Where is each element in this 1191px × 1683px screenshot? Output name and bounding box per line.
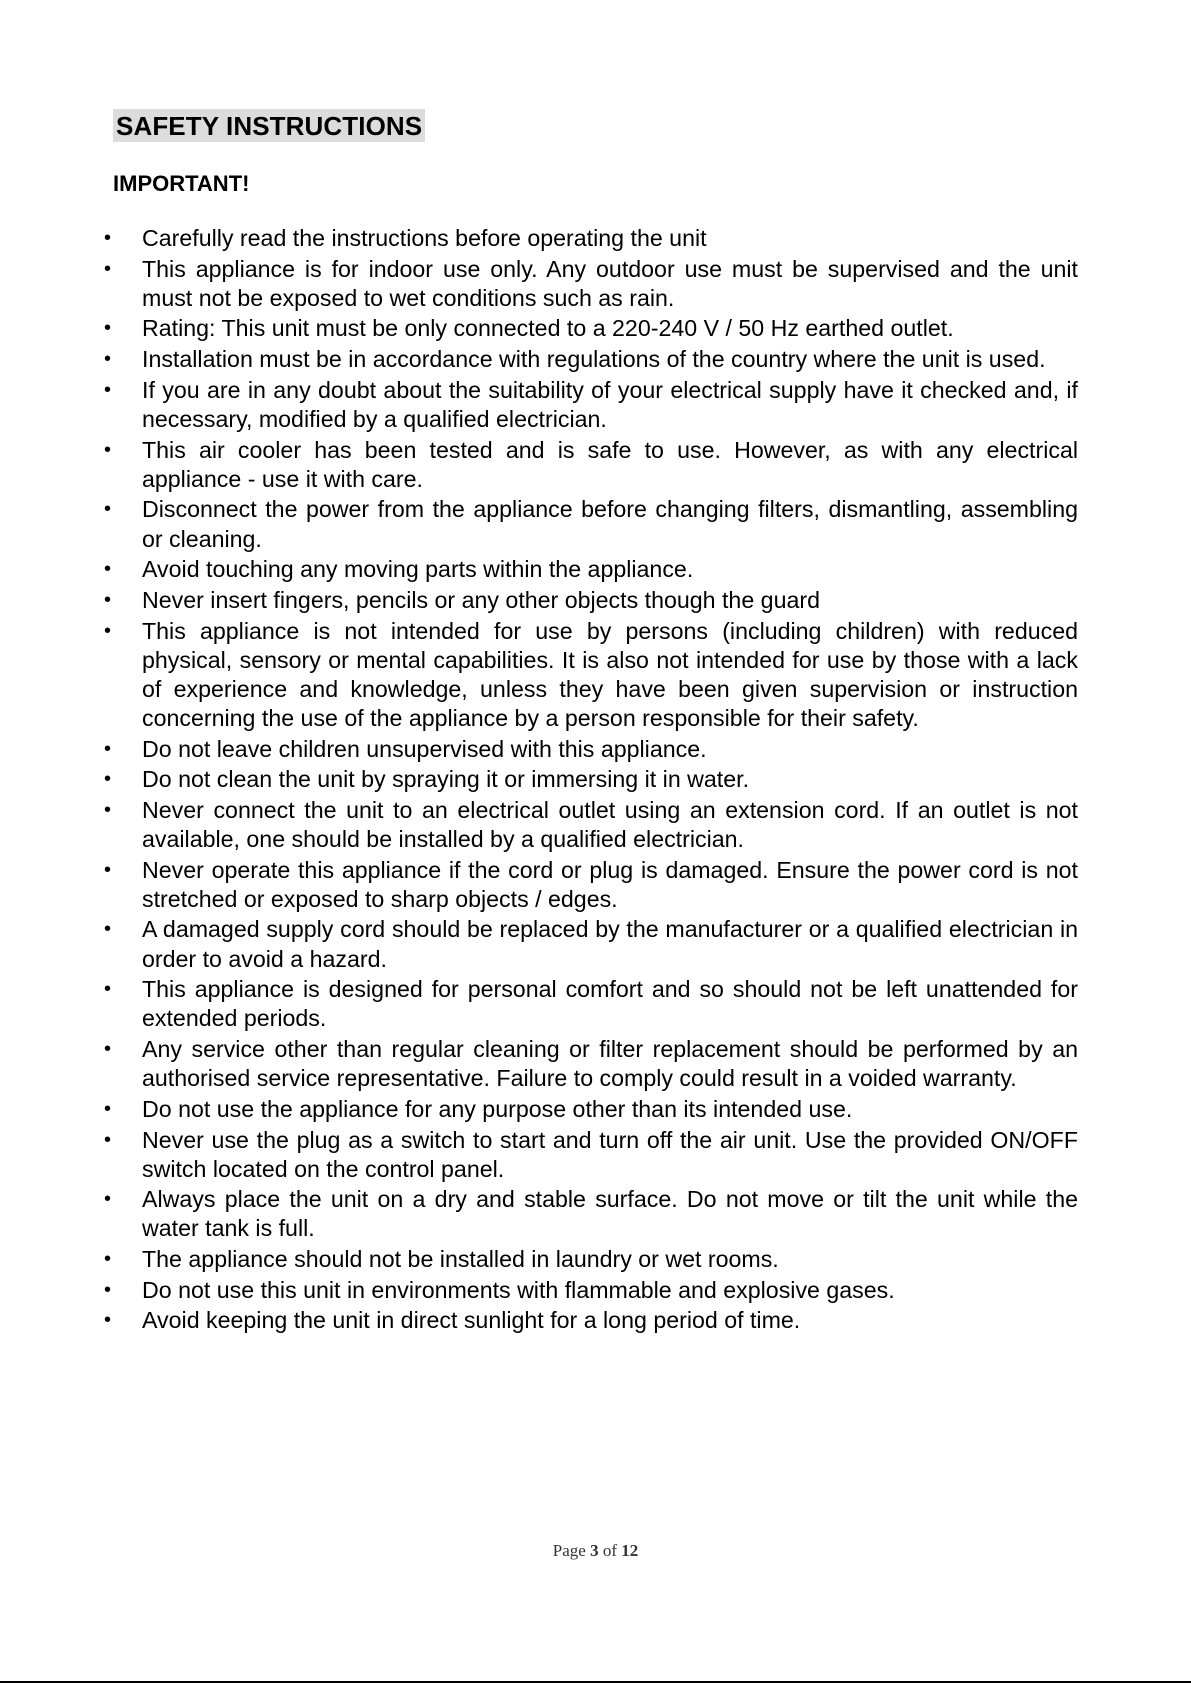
safety-instruction-item	[99, 1185, 1078, 1243]
bullet-icon: •	[104, 378, 112, 401]
safety-instruction-text: Do not use this unit in environments with flammable and explosive gases.	[142, 1276, 895, 1303]
bullet-icon: •	[104, 768, 112, 791]
safety-instruction-text: Never connect the unit to an electrical outlet using an extension cord. If an outlet is not available, one should be installed by a qualified electrician.	[142, 796, 1078, 852]
safety-instruction-text: Installation must be in accordance with regulations of the country where the unit is used.	[142, 346, 1046, 373]
bullet-icon: •	[104, 918, 112, 941]
safety-instruction-text: A damaged supply cord should be replaced by the manufacturer or a qualified electrician in order to avoid a hazard.	[142, 916, 1078, 972]
bullet-icon: •	[104, 257, 112, 280]
safety-instruction-text: This appliance is designed for personal comfort and so should not be left unattended for extended periods.	[142, 976, 1078, 1032]
safety-instruction-item	[99, 1035, 1078, 1093]
safety-instruction-item	[99, 765, 1078, 794]
safety-instruction-text: This air cooler has been tested and is safe to use. However, as with any electrical appliance - use it with care.	[142, 436, 1078, 492]
of-word: of	[602, 1541, 617, 1560]
safety-instruction-item	[99, 555, 1078, 584]
bullet-icon: •	[104, 498, 112, 521]
bullet-icon: •	[104, 858, 112, 881]
safety-instruction-item	[99, 1276, 1078, 1305]
safety-instruction-text: Avoid keeping the unit in direct sunlight for a long period of time.	[142, 1307, 801, 1334]
safety-instruction-text: Rating: This unit must be only connected to a 220-240 V / 50 Hz earthed outlet.	[142, 315, 954, 342]
safety-instruction-item	[99, 376, 1078, 434]
safety-instruction-item	[99, 255, 1078, 313]
safety-instruction-text: Any service other than regular cleaning or filter replacement should be performed by an authorised service representative. Failure to comply could result in a voided warranty.	[142, 1036, 1078, 1092]
safety-instruction-text: This appliance is for indoor use only. Any outdoor use must be supervised and the unit must not be exposed to wet conditions such as rain.	[142, 255, 1078, 311]
safety-instruction-item	[99, 436, 1078, 494]
bullet-icon: •	[104, 558, 112, 581]
safety-instruction-text: Do not leave children unsupervised with this appliance.	[142, 735, 707, 762]
safety-instruction-item	[99, 224, 1078, 253]
section-title: SAFETY INSTRUCTIONS	[113, 109, 425, 142]
safety-instruction-item	[99, 1095, 1078, 1124]
bullet-icon: •	[104, 438, 112, 461]
page-word: Page	[552, 1541, 586, 1560]
safety-instruction-text: Disconnect the power from the appliance before changing filters, dismantling, assembling or cleaning.	[142, 496, 1078, 552]
total-pages-number: 12	[621, 1541, 639, 1560]
bullet-icon: •	[104, 978, 112, 1001]
safety-instruction-text: Never use the plug as a switch to start and turn off the air unit. Use the provided ON/OFF switch located on the control panel.	[142, 1126, 1078, 1182]
safety-instruction-text: The appliance should not be installed in laundry or wet rooms.	[142, 1246, 779, 1273]
safety-instruction-item	[99, 796, 1078, 854]
safety-instruction-text: Never operate this appliance if the cord or plug is damaged. Ensure the power cord is not stretched or exposed to sharp objects / edges.	[142, 856, 1078, 912]
page-footer	[0, 1540, 1191, 1562]
safety-instruction-text: Always place the unit on a dry and stable surface. Do not move or tilt the unit while the water tank is full.	[142, 1186, 1078, 1242]
important-heading: IMPORTANT!	[113, 171, 250, 196]
bullet-icon: •	[104, 619, 112, 642]
safety-instruction-item	[99, 735, 1078, 764]
safety-instruction-text: Carefully read the instructions before operating the unit	[142, 225, 707, 251]
bullet-icon: •	[104, 1038, 112, 1061]
safety-instruction-item	[99, 975, 1078, 1033]
safety-instruction-text: Avoid touching any moving parts within the appliance.	[142, 556, 694, 583]
bullet-icon: •	[104, 1097, 112, 1120]
safety-instruction-text: Never insert fingers, pencils or any other objects though the guard	[142, 586, 820, 613]
bullet-icon: •	[104, 1188, 112, 1211]
safety-instruction-item	[99, 1306, 1078, 1335]
safety-instruction-item	[99, 345, 1078, 374]
current-page-number: 3	[590, 1541, 599, 1560]
bullet-icon: •	[104, 227, 112, 249]
safety-instruction-item	[99, 586, 1078, 615]
safety-instruction-item	[99, 856, 1078, 914]
safety-instructions-list	[99, 224, 1078, 1337]
safety-instruction-text: Do not clean the unit by spraying it or immersing it in water.	[142, 766, 750, 793]
safety-instruction-text: If you are in any doubt about the suitability of your electrical supply have it checked and, if necessary, modified by a qualified electrician.	[142, 376, 1078, 432]
safety-instruction-item	[99, 1245, 1078, 1274]
safety-instruction-text: Do not use the appliance for any purpose other than its intended use.	[142, 1095, 853, 1122]
bullet-icon: •	[104, 1248, 112, 1271]
safety-instruction-item	[99, 617, 1078, 733]
bullet-icon: •	[104, 798, 112, 821]
bullet-icon: •	[104, 1128, 112, 1151]
bullet-icon: •	[104, 588, 112, 611]
bullet-icon: •	[104, 1278, 112, 1301]
bullet-icon: •	[104, 348, 112, 371]
safety-instruction-item	[99, 314, 1078, 343]
safety-instruction-text: This appliance is not intended for use by persons (including children) with reduced physical, sensory or mental capabilities. It is also not intended for use by those with a lack of experience and knowledge, unless they have been given supervision or instruction concerning the use of the appliance by a person responsible for their safety.	[142, 617, 1078, 731]
bullet-icon: •	[104, 1309, 112, 1332]
safety-instruction-item	[99, 1126, 1078, 1184]
bullet-icon: •	[104, 317, 112, 340]
safety-instruction-item	[99, 915, 1078, 973]
safety-instruction-item	[99, 495, 1078, 553]
bullet-icon: •	[104, 737, 112, 760]
